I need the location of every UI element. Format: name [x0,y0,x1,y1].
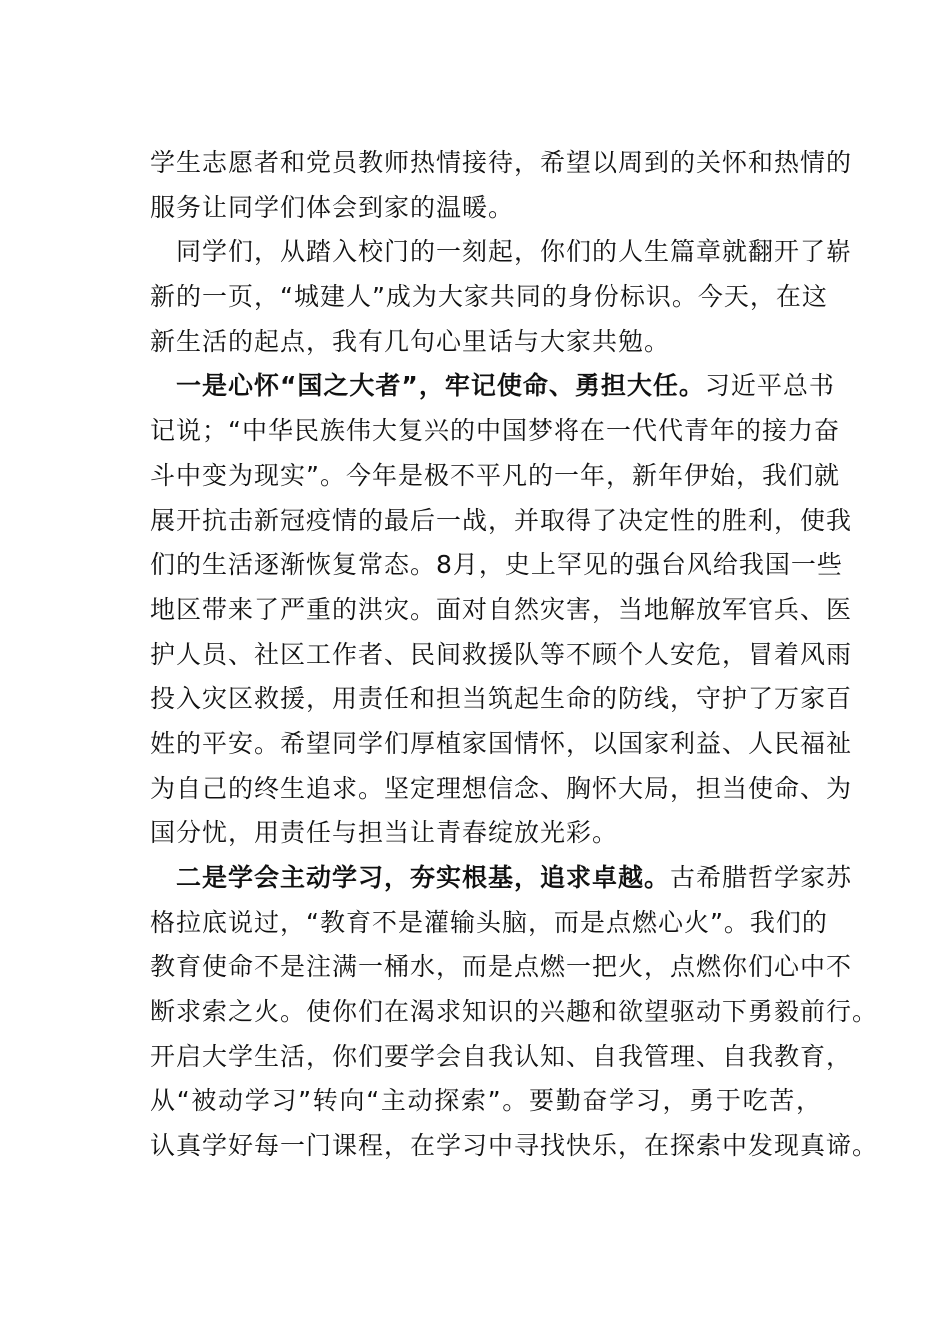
text-line [150,186,822,231]
line-text: 开启大学生活，你们要学会自我认知、自我管理、自我教育， [150,1041,853,1071]
line-text: 同学们，从踏入校门的一刻起，你们的人生篇章就翻开了崭 [150,237,853,267]
line-text: 服务让同学们体会到家的温暖。 [150,192,515,222]
text-line [150,767,853,812]
line-text: 新的一页，“城建人”成为大家共同的身份标识。今天，在这 [150,282,828,312]
text-line [150,990,879,1035]
line-text: 从“被动学习”转向“主动探索”。要勤奋学习，勇于吃苦， [150,1086,822,1116]
line-text: 断求索之火。使你们在渴求知识的兴趣和欲望驱动下勇毅前行。 [150,997,879,1027]
bold-heading-text: 一是心怀“国之大者”，牢记使命、勇担大任。 [150,371,705,401]
line-text: 姓的平安。希望同学们厚植家国情怀，以国家利益、人民福祉 [150,728,853,758]
text-line [150,499,853,544]
text-line [150,275,828,320]
line-text: 习近平总书 [704,371,835,401]
line-text: 格拉底说过，“教育不是灌输头脑，而是点燃心火”。我们的 [150,907,828,937]
line-text: 记说；“中华民族伟大复兴的中国梦将在一代代青年的接力奋 [150,416,840,446]
line-text: 地区带来了严重的洪灾。面对自然灾害，当地解放军官兵、医 [150,594,853,624]
text-line [150,320,822,365]
line-text: 国分忧，用责任与担当让青春绽放光彩。 [150,818,619,848]
bold-heading-text: 二是学会主动学习，夯实根基，追求卓越。 [150,863,671,892]
line-text: 学生志愿者和党员教师热情接待，希望以周到的关怀和热情的 [150,148,853,177]
line-text: 教育使命不是注满一桶水，而是点燃一把火，点燃你们心中不 [150,952,853,982]
line-text: 们的生活逐渐恢复常态。8月，史上罕见的强台风给我国一些 [150,550,843,580]
line-text: 认真学好每一门课程，在学习中寻找快乐，在探索中发现真谛。 [150,1131,879,1161]
text-line [150,1124,879,1169]
text-line [150,230,853,275]
text-line [150,722,853,767]
line-text: 护人员、社区工作者、民间救援队等不顾个人安危，冒着风雨 [150,639,853,669]
text-line [150,901,828,946]
text-line [150,1079,822,1124]
text-line [150,364,835,409]
text-line [150,677,853,722]
line-text: 新生活的起点，我有几句心里话与大家共勉。 [150,326,671,356]
line-text: 为自己的终生追求。坚定理想信念、胸怀大局，担当使命、为 [150,773,853,803]
text-line [150,409,840,454]
text-line [150,945,853,990]
text-line [150,1035,853,1080]
line-text: 斗中变为现实”。今年是极不平凡的一年，新年伊始，我们就 [150,460,840,490]
text-line [150,141,853,186]
line-text: 投入灾区救援，用责任和担当筑起生命的防线，守护了万家百 [150,684,853,714]
line-text: 古希腊哲学家苏 [670,863,853,892]
text-line [150,543,843,588]
line-text: 展开抗击新冠疫情的最后一战，并取得了决定性的胜利，使我 [150,505,853,535]
text-line [150,588,853,633]
text-line [150,454,840,499]
text-line [150,811,822,856]
document-body [150,141,879,1169]
text-line [150,856,853,901]
text-line [150,633,853,678]
